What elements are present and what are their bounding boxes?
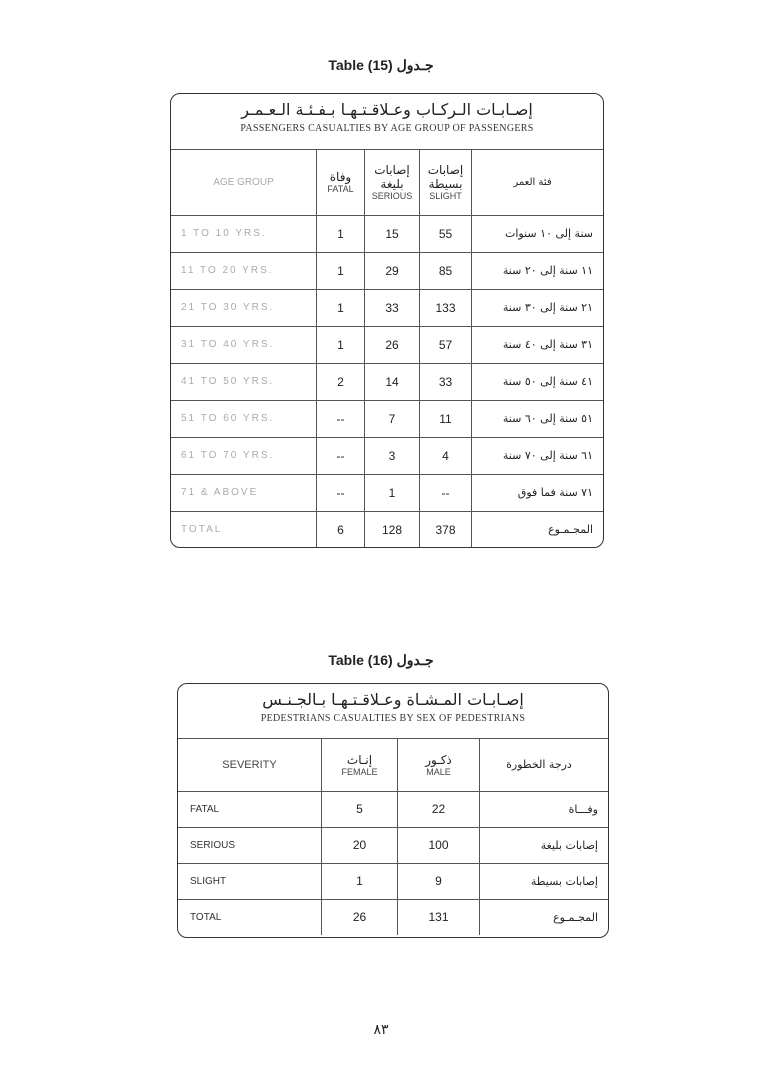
col-male xyxy=(398,739,480,791)
male-cell: 9 xyxy=(398,863,480,899)
col-age-ar: فئة العمر xyxy=(472,150,604,215)
table-row xyxy=(178,791,608,827)
female-en: FEMALE xyxy=(341,766,378,777)
severity-cell: TOTAL xyxy=(178,899,322,935)
serious-cell: 1 xyxy=(365,474,420,511)
table-row xyxy=(171,326,603,363)
slight-cell: 133 xyxy=(420,289,472,326)
serious-cell: 26 xyxy=(365,326,420,363)
serious-cell: 128 xyxy=(365,511,420,548)
page-number: ٨٣ xyxy=(373,1022,389,1038)
fatal-cell: -- xyxy=(317,437,365,474)
table15-grid xyxy=(171,150,603,548)
slight-cell: -- xyxy=(420,474,472,511)
table-row xyxy=(171,289,603,326)
severity-ar-cell: إصابات بسيطة xyxy=(480,863,609,899)
female-ar: إنـاث xyxy=(346,752,373,767)
severity-cell: SERIOUS xyxy=(178,827,322,863)
male-cell: 22 xyxy=(398,791,480,827)
severity-ar-cell: المجـمـوع xyxy=(480,899,609,935)
age-group-cell: 31 TO 40 YRS. xyxy=(171,326,317,363)
age-group-cell: 71 & ABOVE xyxy=(171,474,317,511)
table16-grid xyxy=(178,739,608,935)
severity-cell: FATAL xyxy=(178,791,322,827)
col-serious xyxy=(365,150,420,215)
age-ar-cell: ٦١ سنة إلى ٧٠ سنة xyxy=(472,437,604,474)
table16 xyxy=(177,683,609,938)
female-cell: 5 xyxy=(322,791,398,827)
age-group-cell: TOTAL xyxy=(171,511,317,548)
table15-title-ar: إصـابـات الـركـاب وعـلاقـتـهـا بـفـئـة الـعـمـر xyxy=(241,100,533,119)
severity-cell: SLIGHT xyxy=(178,863,322,899)
age-ar-cell: ٢١ سنة إلى ٣٠ سنة xyxy=(472,289,604,326)
female-cell: 26 xyxy=(322,899,398,935)
slight-cell: 57 xyxy=(420,326,472,363)
age-group-cell: 51 TO 60 YRS. xyxy=(171,400,317,437)
severity-ar-cell: إصابات بليغة xyxy=(480,827,609,863)
severity-ar-cell: وفـــاة xyxy=(480,791,609,827)
serious-cell: 15 xyxy=(365,215,420,252)
table-row xyxy=(178,863,608,899)
fatal-cell: -- xyxy=(317,400,365,437)
age-group-cell: 61 TO 70 YRS. xyxy=(171,437,317,474)
age-ar-cell: المجـمـوع xyxy=(472,511,604,548)
slight-en: SLIGHT xyxy=(429,191,462,202)
serious-en: SERIOUS xyxy=(371,191,413,202)
col-fatal xyxy=(317,150,365,215)
col-severity: SEVERITY xyxy=(178,739,322,791)
slight-cell: 4 xyxy=(420,437,472,474)
fatal-cell: 2 xyxy=(317,363,365,400)
slight-cell: 33 xyxy=(420,363,472,400)
slight-cell: 55 xyxy=(420,215,472,252)
age-group-cell: 1 TO 10 YRS. xyxy=(171,215,317,252)
fatal-cell: 1 xyxy=(317,289,365,326)
age-ar-cell: ٣١ سنة إلى ٤٠ سنة xyxy=(472,326,604,363)
table-row xyxy=(178,827,608,863)
male-en: MALE xyxy=(426,766,451,777)
fatal-cell: 1 xyxy=(317,326,365,363)
male-ar: ذكـور xyxy=(425,752,452,767)
table16-title: Table (16) جـدول xyxy=(328,652,434,668)
age-ar-cell: ٤١ سنة إلى ٥٠ سنة xyxy=(472,363,604,400)
serious-cell: 29 xyxy=(365,252,420,289)
serious-cell: 7 xyxy=(365,400,420,437)
female-cell: 20 xyxy=(322,827,398,863)
table15 xyxy=(170,93,604,548)
table16-header xyxy=(178,684,608,739)
table15-header xyxy=(171,94,603,150)
fatal-cell: 1 xyxy=(317,215,365,252)
fatal-en: FATAL xyxy=(327,184,354,195)
col-slight xyxy=(420,150,472,215)
age-ar-cell: ٥١ سنة إلى ٦٠ سنة xyxy=(472,400,604,437)
col-age-group: AGE GROUP xyxy=(171,150,317,215)
table-row xyxy=(178,899,608,935)
age-ar-cell: ٧١ سنة فما فوق xyxy=(472,474,604,511)
col-severity-ar: درجة الخطورة xyxy=(480,739,609,791)
slight-ar: إصابات بسيطة xyxy=(427,163,464,192)
fatal-cell: 6 xyxy=(317,511,365,548)
table16-title-ar: إصـابـات المـشـاة وعـلاقـتـهـا بـالجـنـس xyxy=(262,690,524,709)
age-group-cell: 21 TO 30 YRS. xyxy=(171,289,317,326)
table-row xyxy=(171,252,603,289)
age-ar-cell: ١١ سنة إلى ٢٠ سنة xyxy=(472,252,604,289)
col-female xyxy=(322,739,398,791)
table-row xyxy=(171,400,603,437)
table-row xyxy=(171,437,603,474)
male-cell: 131 xyxy=(398,899,480,935)
serious-cell: 14 xyxy=(365,363,420,400)
table-row xyxy=(171,511,603,548)
female-cell: 1 xyxy=(322,863,398,899)
table-row xyxy=(171,215,603,252)
table15-title-en: PASSENGERS CASUALTIES BY AGE GROUP OF PASSENGERS xyxy=(240,123,534,134)
slight-cell: 11 xyxy=(420,400,472,437)
male-cell: 100 xyxy=(398,827,480,863)
slight-cell: 85 xyxy=(420,252,472,289)
table16-title-en: PEDESTRIANS CASUALTIES BY SEX OF PEDESTRIANS xyxy=(260,713,526,724)
age-ar-cell: سنة إلى ١٠ سنوات xyxy=(472,215,604,252)
table15-title: Table (15) جـدول xyxy=(328,57,434,73)
fatal-cell: -- xyxy=(317,474,365,511)
age-group-cell: 41 TO 50 YRS. xyxy=(171,363,317,400)
table-row xyxy=(171,363,603,400)
serious-ar: إصابات بليغة xyxy=(374,163,410,192)
serious-cell: 33 xyxy=(365,289,420,326)
table-row xyxy=(171,474,603,511)
fatal-cell: 1 xyxy=(317,252,365,289)
slight-cell: 378 xyxy=(420,511,472,548)
age-group-cell: 11 TO 20 YRS. xyxy=(171,252,317,289)
fatal-ar: وفاة xyxy=(329,170,352,185)
serious-cell: 3 xyxy=(365,437,420,474)
